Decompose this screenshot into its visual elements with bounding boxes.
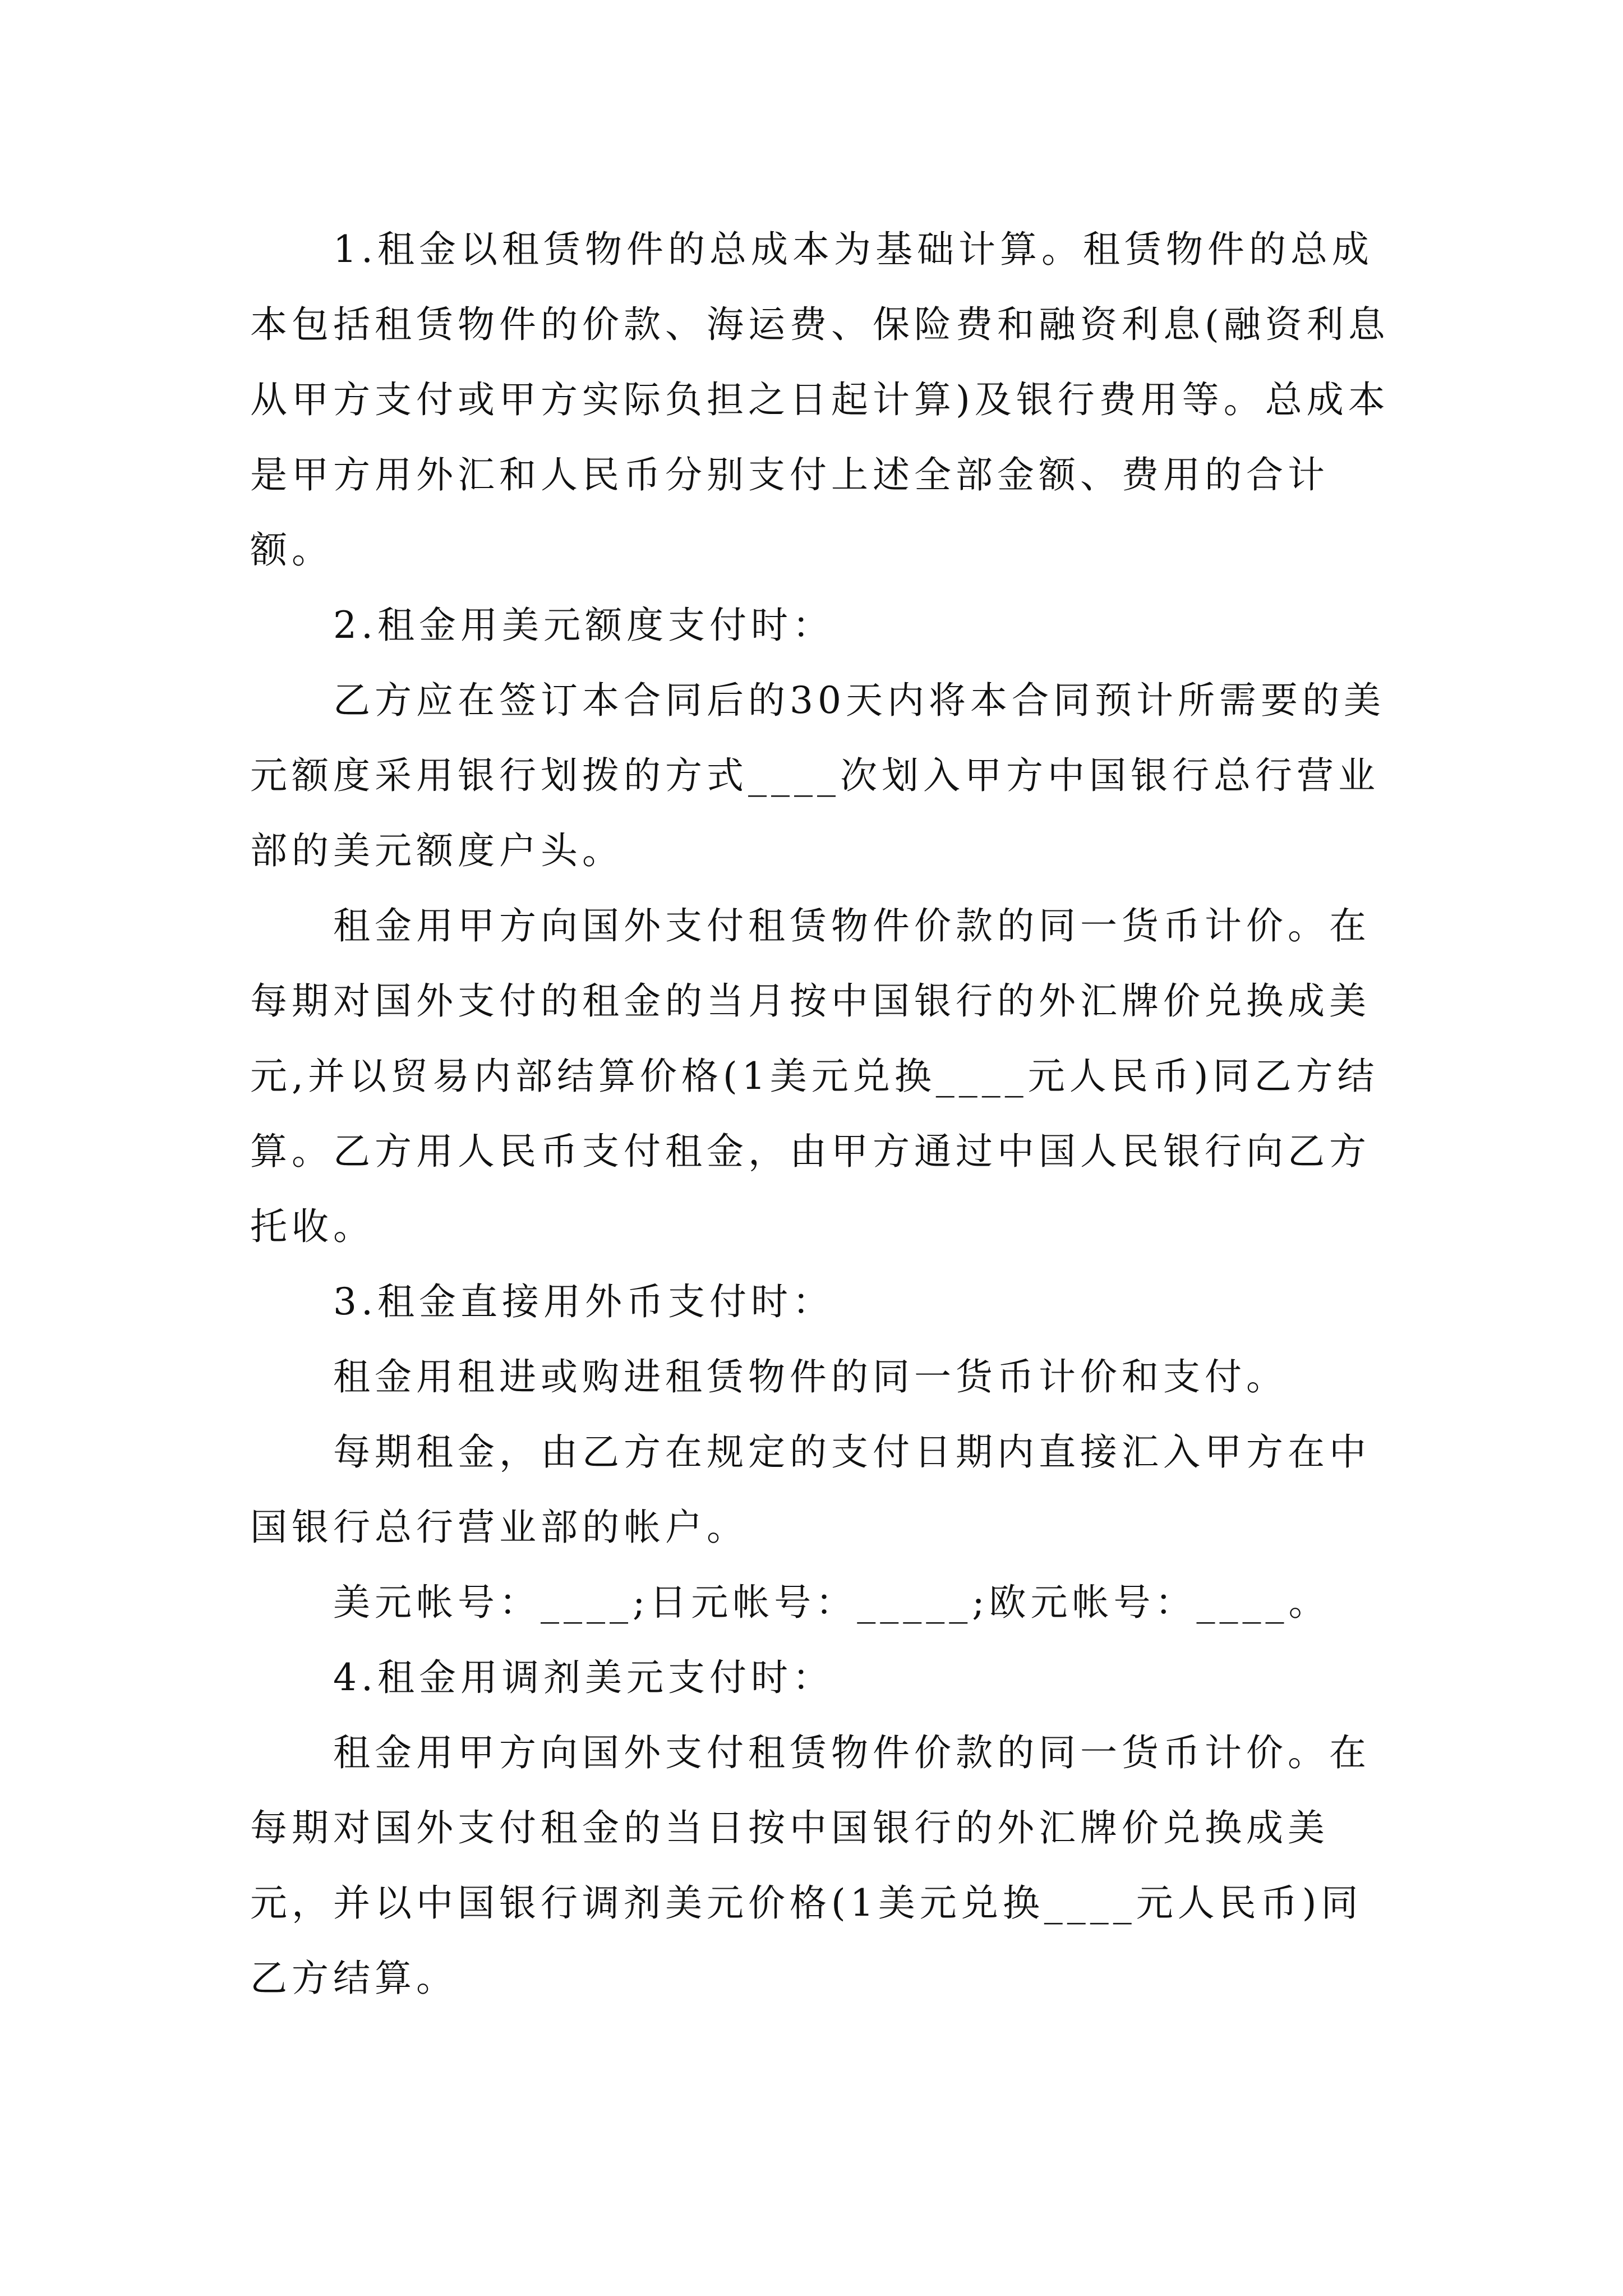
paragraph-10-adjusted-usd-pricing: 租金用甲方向国外支付租赁物件价款的同一货币计价。在每期对国外支付租金的当日按中国银行的外汇牌价兑换成美元，并以中国银行调剂美元价格(1美元兑换____元人民币)同乙方结算。 [250,1731,1371,2000]
paragraph-4-currency-pricing: 租金用甲方向国外支付租赁物件价款的同一货币计价。在每期对国外支付的租金的当月按中国银行的外汇牌价兑换成美元,并以贸易内部结算价格(1美元兑换____元人民币)同乙方结算。乙方用人民币支付租金，由甲方通过中国人民银行向乙方托收。 [250,904,1379,1248]
paragraph-1-rent-basis: 1.租金以租赁物件的总成本为基础计算。租赁物件的总成本包括租赁物件的价款、海运费、保险费和融资利息(融资利息从甲方支付或甲方实际负担之日起计算)及银行费用等。总成本是甲方用外汇和人民币分别支付上述全部金额、费用的合计额。 [250,228,1390,572]
document-body [250,212,1394,2016]
paragraph-3-usd-quota-transfer: 乙方应在签订本合同后的30天内将本合同预计所需要的美元额度采用银行划拨的方式____次划入甲方中国银行总行营业部的美元额度户头。 [250,679,1385,872]
paragraph-5-foreign-currency-heading: 3.租金直接用外币支付时： [333,1280,834,1323]
paragraph-9-adjusted-usd-heading: 4.租金用调剂美元支付时： [333,1656,834,1699]
paragraph-2-usd-quota-heading: 2.租金用美元额度支付时： [333,604,834,647]
paragraph-8-account-numbers: 美元帐号：____;日元帐号：_____;欧元帐号：____。 [333,1581,1330,1624]
paragraph-6-foreign-currency-pricing: 租金用租进或购进租赁物件的同一货币计价和支付。 [333,1355,1288,1398]
paragraph-7-remittance: 每期租金，由乙方在规定的支付日期内直接汇入甲方在中国银行总行营业部的帐户。 [250,1430,1371,1549]
